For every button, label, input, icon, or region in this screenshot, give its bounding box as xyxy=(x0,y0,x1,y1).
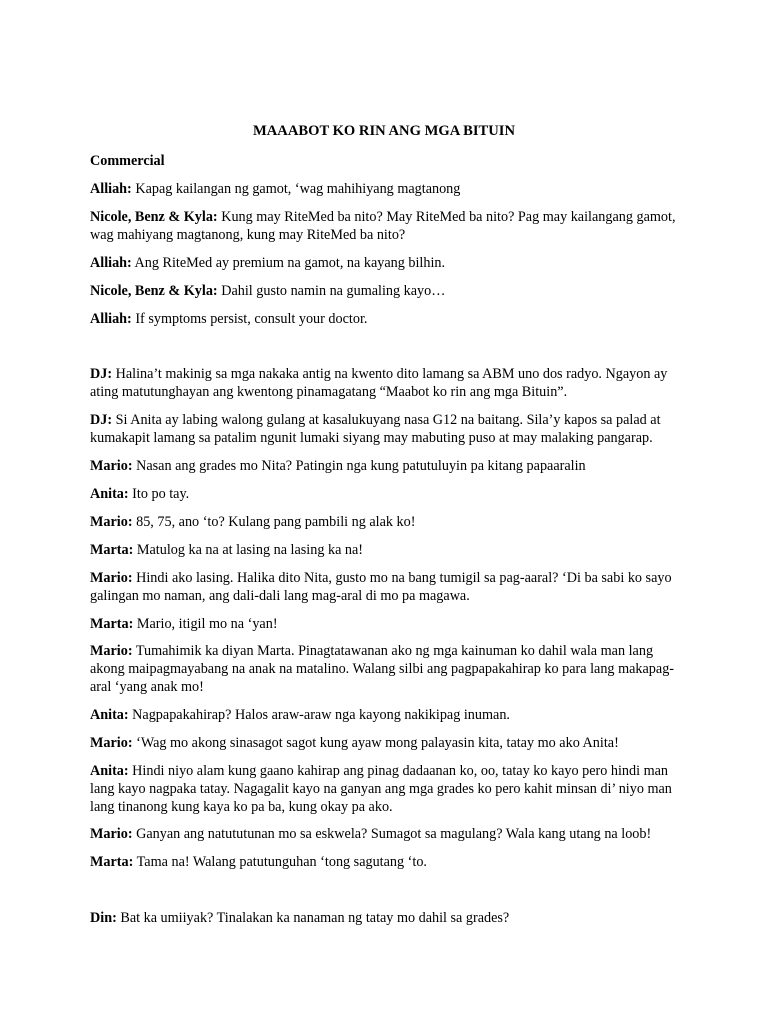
script-line xyxy=(90,485,690,503)
script-line xyxy=(90,180,690,198)
speaker-name: Mario: xyxy=(90,826,133,842)
dialogue-text: Ang RiteMed ay premium na gamot, na kayang bilhin. xyxy=(134,255,446,271)
speaker-name: Anita: xyxy=(90,707,129,723)
speaker-name: Anita: xyxy=(90,486,129,502)
dialogue-text: Nagpapakahirap? Halos araw-araw nga kayong nakikipag inuman. xyxy=(132,707,510,723)
section-heading xyxy=(90,152,690,170)
dialogue-text: Si Anita ay labing walong gulang at kasalukuyang nasa G12 na baitang. Sila’y kapos sa palad at kumakapit lamang sa patalim ngunit lumaki siyang may mabuting puso at may malaking pangarap. xyxy=(90,412,661,446)
speaker-name: Mario: xyxy=(90,735,133,751)
speaker-name: Anita: xyxy=(90,763,129,779)
speaker-name: Mario: xyxy=(90,514,133,530)
script-line xyxy=(90,541,690,559)
script-line xyxy=(90,411,690,447)
dialogue-text: Halina’t makinig sa mga nakaka antig na kwento dito lamang sa ABM uno dos radyo. Ngayon ay ating matutunghayan ang kwentong pinamagatang “Maabot ko rin ang mga Bituin”. xyxy=(90,366,668,400)
dialogue-text: Kung may RiteMed ba nito? May RiteMed ba nito? Pag may kailangang gamot, wag mahiyang magtanong, kung may RiteMed ba nito? xyxy=(90,209,676,243)
dialogue-text: ‘Wag mo akong sinasagot sagot kung ayaw mong palayasin kita, tatay mo ako Anita! xyxy=(136,735,619,751)
document-title: MAAABOT KO RIN ANG MGA BITUIN xyxy=(252,123,516,139)
speaker-name: DJ: xyxy=(90,366,113,382)
speaker-name: Mario: xyxy=(90,643,133,659)
script-line xyxy=(90,310,690,328)
speaker-name: Nicole, Benz & Kyla: xyxy=(90,209,218,225)
dialogue-text: Bat ka umiiyak? Tinalakan ka nanaman ng tatay mo dahil sa grades? xyxy=(120,910,510,926)
dialogue-text: Kapag kailangan ng gamot, ‘wag mahihiyang magtanong xyxy=(135,181,461,197)
script-line xyxy=(90,569,690,605)
dialogue-text: Dahil gusto namin na gumaling kayo… xyxy=(221,283,446,299)
speaker-name: Mario: xyxy=(90,458,133,474)
script-line xyxy=(90,365,690,401)
script-line xyxy=(90,762,690,816)
script-line xyxy=(90,909,690,927)
dialogue-text: Mario, itigil mo na ‘yan! xyxy=(136,616,278,632)
dialogue-text: Tumahimik ka diyan Marta. Pinagtatawanan ako ng mga kainuman ko dahil wala man lang akong maipagmayabang na anak na matalino. Walang silbi ang pagpapakahirap ko para lang makapag-aral ‘yang anak mo! xyxy=(90,643,675,695)
script-line xyxy=(90,282,690,300)
speaker-name: Alliah: xyxy=(90,181,132,197)
speaker-name: Marta: xyxy=(90,616,134,632)
script-line xyxy=(90,208,690,244)
speaker-name: Mario: xyxy=(90,570,133,586)
speaker-name: DJ: xyxy=(90,412,113,428)
script-line xyxy=(90,706,690,724)
dialogue-text: Matulog ka na at lasing na lasing ka na! xyxy=(136,542,364,558)
speaker-name: Din: xyxy=(90,910,117,926)
dialogue-text: Nasan ang grades mo Nita? Patingin nga kung patutuluyin pa kitang papaaralin xyxy=(136,458,586,474)
speaker-name: Marta: xyxy=(90,854,134,870)
dialogue-text: Hindi ako lasing. Halika dito Nita, gusto mo na bang tumigil sa pag-aaral? ‘Di ba sabi ko sayo galingan mo naman, ang dali-dali lang mag-aral di mo pa magawa. xyxy=(90,570,672,604)
speaker-name: Marta: xyxy=(90,542,134,558)
script-line xyxy=(90,615,690,633)
script-line xyxy=(90,853,690,871)
speaker-name: Alliah: xyxy=(90,255,132,271)
script-line xyxy=(90,457,690,475)
dialogue-text: 85, 75, ano ‘to? Kulang pang pambili ng alak ko! xyxy=(136,514,416,530)
script-line xyxy=(90,254,690,272)
speaker-name: Nicole, Benz & Kyla: xyxy=(90,283,218,299)
section-heading-text: Commercial xyxy=(90,153,165,169)
script-line xyxy=(90,642,690,696)
speaker-name: Alliah: xyxy=(90,311,132,327)
script-line xyxy=(90,513,690,531)
script-line xyxy=(90,825,690,843)
script-line xyxy=(90,734,690,752)
dialogue-text: Ganyan ang natututunan mo sa eskwela? Sumagot sa magulang? Wala kang utang na loob! xyxy=(136,826,652,842)
dialogue-text: Tama na! Walang patutunguhan ‘tong sagutang ‘to. xyxy=(136,854,427,870)
dialogue-text: If symptoms persist, consult your doctor. xyxy=(135,311,368,327)
dialogue-text: Hindi niyo alam kung gaano kahirap ang pinag dadaanan ko, oo, tatay ko kayo pero hindi man lang kayo nagpaka tatay. Nagagalit kayo na ganyan ang mga grades ko pero kahit minsan di’ niyo man lang tinanong kung kaya ko pa ba, kung okay pa ako. xyxy=(90,763,672,815)
dialogue-text: Ito po tay. xyxy=(132,486,190,502)
